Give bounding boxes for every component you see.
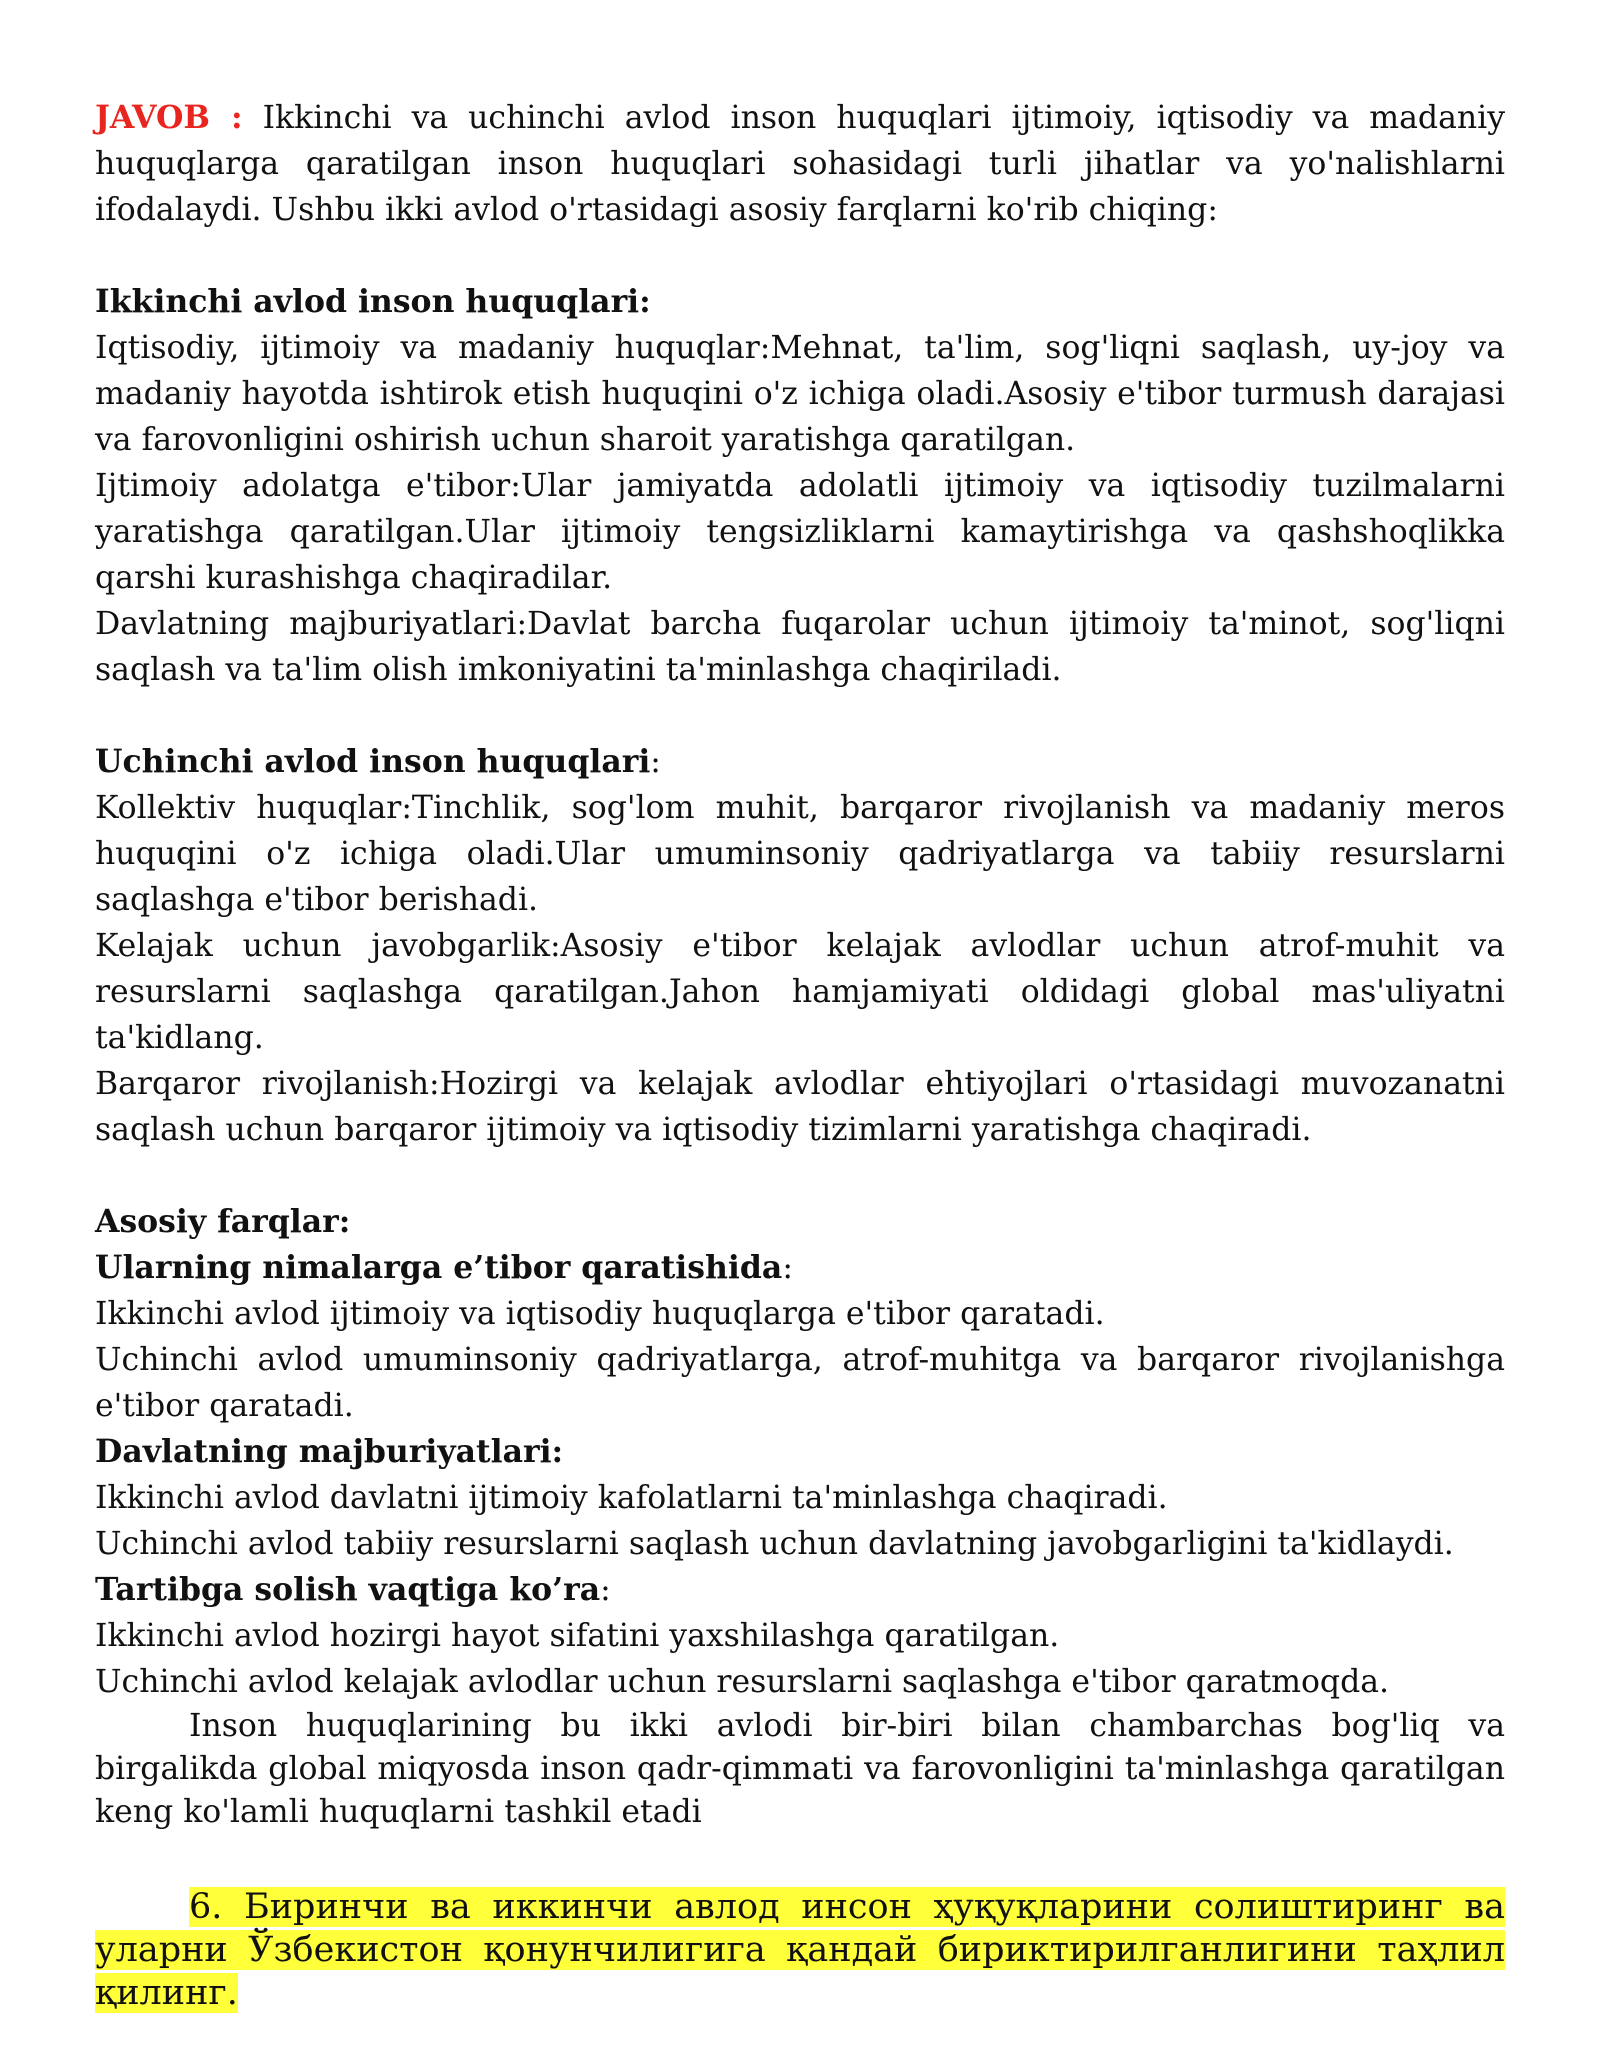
difference-line: Uchinchi avlod umuminsoniy qadriyatlarga, atrof-muhitga va barqaror rivojlanishga e'tibor qaratadi.	[95, 1342, 1505, 1424]
second-generation-heading: Ikkinchi avlod inson huquqlari:	[95, 283, 651, 320]
difference-line: Ikkinchi avlod hozirgi hayot sifatini yaxshilashga qaratilgan.	[95, 1618, 1060, 1654]
difference-line: Uchinchi avlod tabiiy resurslarni saqlash uchun davlatning javobgarligini ta'kidlaydi.	[95, 1526, 1454, 1562]
second-generation-paragraph: Davlatning majburiyatlari:Davlat barcha fuqarolar uchun ijtimoiy ta'minot, sog'liqni saqlash va ta'lim olish imkoniyatini ta'minlashga chaqiriladi.	[95, 606, 1505, 688]
conclusion-paragraph: Inson huquqlarining bu ikki avlodi bir-biri bilan chambarchas bog'liq va birgalikda global miqyosda inson qadr-qimmati va farovonligini ta'minlashga qaratilgan keng ko'lamli huquqlarni tashkil etadi	[95, 1708, 1505, 1830]
difference-line: Ikkinchi avlod ijtimoiy va iqtisodiy huquqlarga e'tibor qaratadi.	[95, 1296, 1105, 1332]
question-highlight: 6. Биринчи ва иккинчи авлод инсон ҳуқуқларини солиштиринг ва уларни Ўзбекистон қонунчилигига қандай бириктирилганлигини таҳлил қилинг.	[95, 1887, 1505, 2013]
second-generation-paragraph: Ijtimoiy adolatga e'tibor:Ular jamiyatda adolatli ijtimoiy va iqtisodiy tuzilmalarni yaratishga qaratilgan.Ular ijtimoiy tengsizliklarni kamaytirishga va qashshoqlikka qarshi kurashishga chaqiradilar.	[95, 468, 1505, 596]
answer-label: JAVOB :	[95, 99, 243, 136]
document-page	[95, 95, 1505, 2015]
focus-heading: Ularning nimalarga e’tibor qaratishida	[95, 1249, 783, 1286]
third-generation-paragraph: Kollektiv huquqlar:Tinchlik, sog'lom muhit, barqaror rivojlanish va madaniy meros huquqini o'z ichiga oladi.Ular umuminsoniy qadriyatlarga va tabiiy resurslarni saqlashga e'tibor berishadi.	[95, 790, 1505, 918]
third-generation-paragraph: Kelajak uchun javobgarlik:Asosiy e'tibor kelajak avlodlar uchun atrof-muhit va resurslarni saqlashga qaratilgan.Jahon hamjamiyati oldidagi global mas'uliyatni ta'kidlang.	[95, 928, 1505, 1056]
answer-text: Ikkinchi va uchinchi avlod inson huquqlari ijtimoiy, iqtisodiy va madaniy huquqlarga qaratilgan inson huquqlari sohasidagi turli jihatlar va yo'nalishlarni ifodalaydi. Ushbu ikki avlod o'rtasidagi asosiy farqlarni ko'rib chiqing:	[95, 100, 1506, 228]
answer-paragraph	[95, 95, 1505, 233]
third-generation-heading: Uchinchi avlod inson huquqlari	[95, 743, 651, 780]
focus-heading-line	[95, 1245, 1505, 1291]
timing-heading: Tartibga solish vaqtiga ko’ra	[95, 1571, 601, 1608]
second-generation-paragraph: Iqtisodiy, ijtimoiy va madaniy huquqlar:Mehnat, ta'lim, sog'liqni saqlash, uy-joy va madaniy hayotda ishtirok etish huquqini o'z ichiga oladi.Asosiy e'tibor turmush darajasi va farovonligini oshirish uchun sharoit yaratishga qaratilgan.	[95, 330, 1505, 458]
difference-line: Ikkinchi avlod davlatni ijtimoiy kafolatlarni ta'minlashga chaqiradi.	[95, 1480, 1168, 1516]
third-generation-paragraph: Barqaror rivojlanish:Hozirgi va kelajak avlodlar ehtiyojlari o'rtasidagi muvozanatni saqlash uchun barqaror ijtimoiy va iqtisodiy tizimlarni yaratishga chaqiradi.	[95, 1066, 1505, 1148]
third-generation-heading-line	[95, 739, 1505, 785]
blank-line	[95, 233, 1505, 279]
difference-line: Uchinchi avlod kelajak avlodlar uchun resurslarni saqlashga e'tibor qaratmoqda.	[95, 1664, 1390, 1700]
question-paragraph	[95, 1886, 1505, 2015]
heading-colon: :	[650, 744, 661, 780]
timing-heading-line	[95, 1567, 1505, 1613]
blank-line	[95, 1153, 1505, 1199]
heading-colon: :	[600, 1572, 611, 1608]
state-obligations-heading: Davlatning majburiyatlari:	[95, 1433, 564, 1470]
blank-line	[95, 693, 1505, 739]
differences-heading: Asosiy farqlar:	[95, 1203, 351, 1240]
heading-colon: :	[782, 1250, 793, 1286]
